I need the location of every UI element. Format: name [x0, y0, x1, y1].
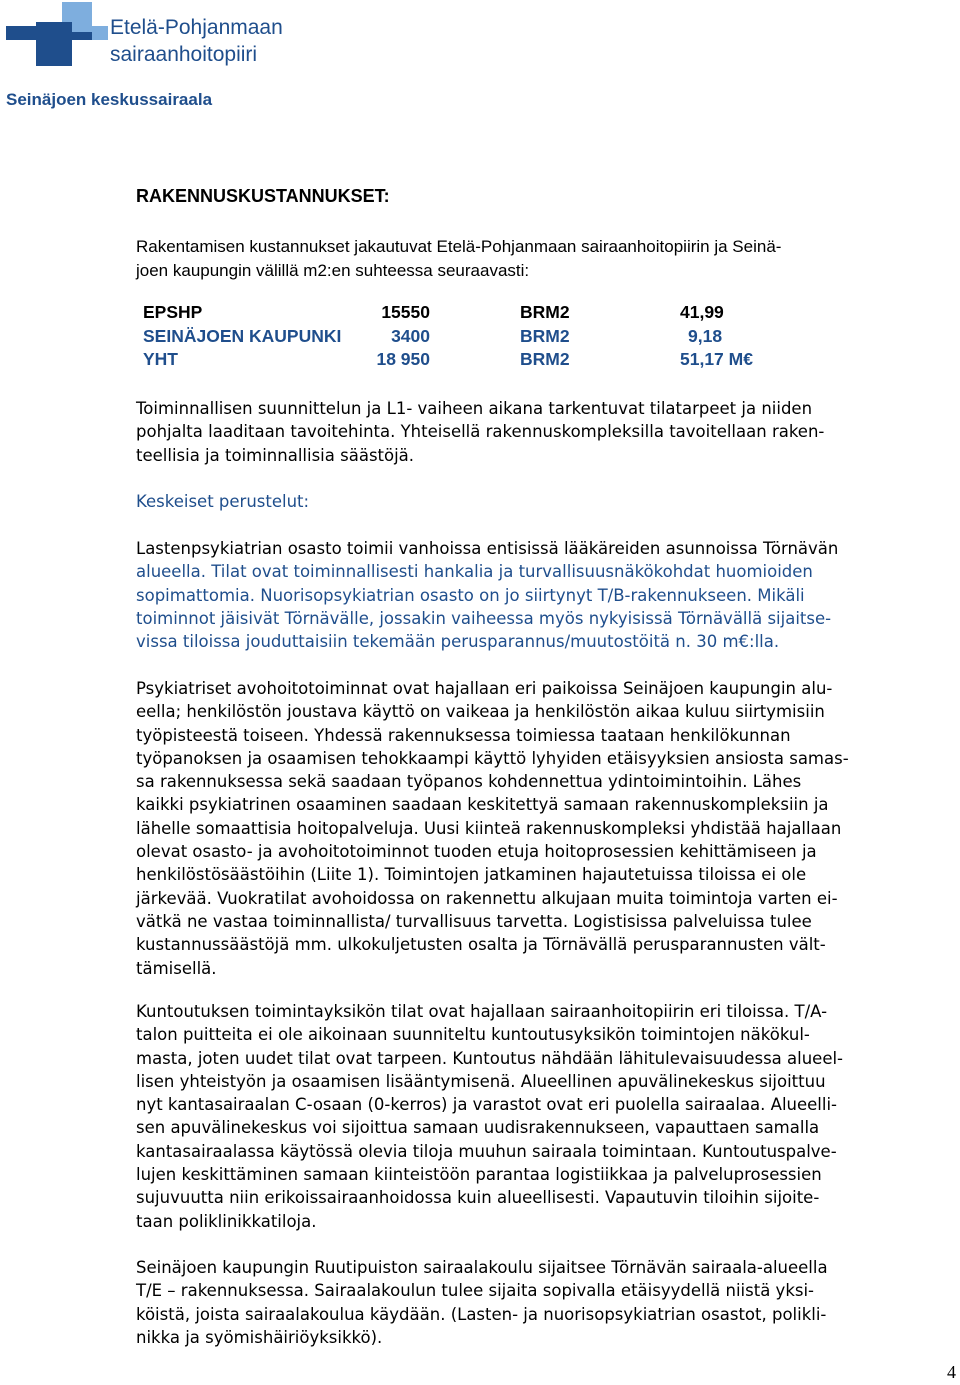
text-line: vissa tiloissa jouduttaisiin tekemään perusparannus/muutostöitä n. 30 m€:lla.	[136, 632, 780, 652]
cost-unit: BRM2	[520, 325, 570, 346]
paragraph-rehabilitation	[136, 1000, 952, 1233]
text-line: henkilöstösäästöihin (Liite 1). Toimintojen jatkaminen hajautetuissa tiloissa ei ole	[136, 865, 807, 885]
organization-name-line1: Etelä-Pohjanmaan	[110, 16, 283, 39]
text-line: talon puitteita ei ole aikoinaan suunniteltu kuntoutusyksikön toimintojen näkökul-	[136, 1025, 810, 1045]
cost-unit: BRM2	[520, 302, 570, 322]
cross-logo-icon	[0, 0, 110, 72]
text-line: järkevää. Vuokratilat avohoidossa on rakennettu alkujaan muita toimintoja varten ei-	[136, 888, 838, 908]
text-line: nyt kantasairaalan C-osaan (0-kerros) ja varastot ovat eri puolella sairaalaa. Alueelli-	[136, 1095, 837, 1115]
cost-area: 18 950	[376, 349, 430, 369]
text-line: työpisteestä toiseen. Yhdessä rakennuksessa toimiessa taataan henkilökunnan	[136, 725, 791, 745]
cost-name: EPSHP	[143, 302, 203, 322]
text-line: vätkä ne vastaa toiminnallista/ turvallisuus tarvetta. Logistisissa palveluissa tulee	[136, 911, 812, 931]
text-line: Psykiatriset avohoitotoiminnat ovat hajallaan eri paikoissa Seinäjoen kaupungin alu-	[136, 679, 833, 698]
text-line: lujen keskittäminen samaan kiinteistöön parantaa logistiikkaa ja palveluprosessien	[136, 1165, 822, 1185]
text-line: teellisia ja toiminnallisia säästöjä.	[136, 445, 415, 465]
section-heading: RAKENNUSKUSTANNUKSET:	[136, 186, 390, 206]
text-line: tämisellä.	[136, 958, 217, 978]
text-line: kantasairaalassa käytössä olevia tiloja muuhun sairaala toimintaan. Kuntoutuspalve-	[136, 1141, 837, 1161]
cost-area: 3400	[391, 325, 430, 346]
cost-name: SEINÄJOEN KAUPUNKI	[143, 325, 342, 346]
intro-paragraph	[136, 235, 956, 282]
text-line: lisen yhteistyön ja osaamisen lisääntymisenä. Alueellinen apuvälinekeskus sijoittuu	[136, 1071, 826, 1091]
text-line: olevat osasto- ja avohoitotoiminnot tuoden etuja hoitoprosessien kehittämiseen ja	[136, 842, 817, 862]
text-line: kaikki psykiatrinen osaaminen saadaan keskitettyä samaan rakennuskompleksiin ja	[136, 795, 829, 815]
cost-unit: BRM2	[520, 349, 570, 369]
cost-value: 51,17 M€	[680, 349, 753, 369]
text-line: Lastenpsykiatrian osasto toimii vanhoissa entisissä lääkäreiden asunnoissa Törnävän	[136, 539, 839, 558]
paragraph-child-psychiatry	[136, 537, 952, 653]
text-line: sopimattomia. Nuorisopsykiatrian osasto on jo siirtynyt T/B-rakennukseen. Mikäli	[136, 585, 805, 605]
text-line: sen apuvälinekeskus voi sijoittua samaan uudisrakennukseen, vapauttaen samalla	[136, 1118, 820, 1138]
cost-row-total	[143, 348, 783, 372]
text-line: Seinäjoen kaupungin Ruutipuiston sairaalakoulu sijaitsee Törnävän sairaala-alueella	[136, 1258, 828, 1277]
text-line: työpanoksen ja osaamisen tehokkaampi käyttö lyhyiden etäisyyksien ansiosta samas-	[136, 748, 849, 768]
paragraph-psychiatric-outpatient	[136, 677, 952, 980]
paragraph-target-price	[136, 397, 952, 467]
text-line: sa rakennuksessa sekä saadaan työpanos kohdennettua ydintoimintoihin. Lähes	[136, 772, 802, 792]
key-reasons-heading: Keskeiset perustelut:	[136, 492, 310, 511]
text-line: Rakentamisen kustannukset jakautuvat Etelä-Pohjanmaan sairaanhoitopiirin ja Seinä-	[136, 237, 782, 256]
text-line: toiminnot jäisivät Törnävälle, jossakin vaiheessa myös nykyisissä Törnävällä sijaitse-	[136, 608, 832, 628]
organization-name-line2: sairaanhoitopiiri	[110, 43, 258, 66]
hospital-name: Seinäjoen keskussairaala	[6, 90, 213, 109]
cost-table	[143, 301, 783, 372]
text-line: eella; henkilöstön joustava käyttö on vaikeaa ja henkilöstön aikaa kuluu siirtymisiin	[136, 702, 825, 722]
text-line: Kuntoutuksen toimintayksikön tilat ovat hajallaan sairaanhoitopiirin eri tiloissa. T/A-	[136, 1002, 828, 1021]
cost-row-epshp	[143, 301, 783, 325]
paragraph-hospital-school	[136, 1256, 952, 1349]
text-line: pohjalta laaditaan tavoitehinta. Yhteisellä rakennuskompleksilla tavoitellaan raken-	[136, 422, 825, 442]
organization-logo	[0, 0, 330, 72]
cost-row-city	[143, 325, 783, 349]
cost-value: 9,18	[688, 325, 723, 346]
cost-area: 15550	[381, 302, 430, 322]
text-line: kustannussäästöjä mm. ulkokuljetusten osalta ja Törnävällä perusparannusten vält-	[136, 935, 826, 955]
text-line: joen kaupungin välillä m2:en suhteessa seuraavasti:	[136, 260, 530, 280]
cost-value: 41,99	[680, 302, 724, 322]
text-line: köistä, joista sairaalakoulua käydään. (Lasten- ja nuorisopsykiatrian osastot, polikli-	[136, 1304, 827, 1324]
text-line: Toiminnallisen suunnittelun ja L1- vaiheen aikana tarkentuvat tilatarpeet ja niiden	[136, 399, 813, 418]
text-line: T/E – rakennuksessa. Sairaalakoulun tulee sijaita sopivalla etäisyydellä niistä yksi-	[136, 1281, 815, 1301]
text-line: taan poliklinikkatiloja.	[136, 1211, 317, 1231]
text-line: nikka ja syömishäiriöyksikkö).	[136, 1327, 383, 1347]
text-line: masta, joten uudet tilat ovat tarpeen. Kuntoutus nähdään lähitulevaisuudessa alueel-	[136, 1048, 844, 1068]
page-number: 4	[947, 1362, 956, 1382]
text-line: sujuvuutta niin erikoissairaanhoidossa kuin alueellisesti. Vapautuvin tiloihin sijoite-	[136, 1188, 820, 1208]
text-line: lähelle somaattisia hoitopalveluja. Uusi kiinteä rakennuskompleksi yhdistää hajallaan	[136, 818, 842, 838]
cost-name: YHT	[143, 349, 178, 369]
text-line: alueella. Tilat ovat toiminnallisesti hankalia ja turvallisuusnäkökohdat huomioiden	[136, 562, 813, 582]
